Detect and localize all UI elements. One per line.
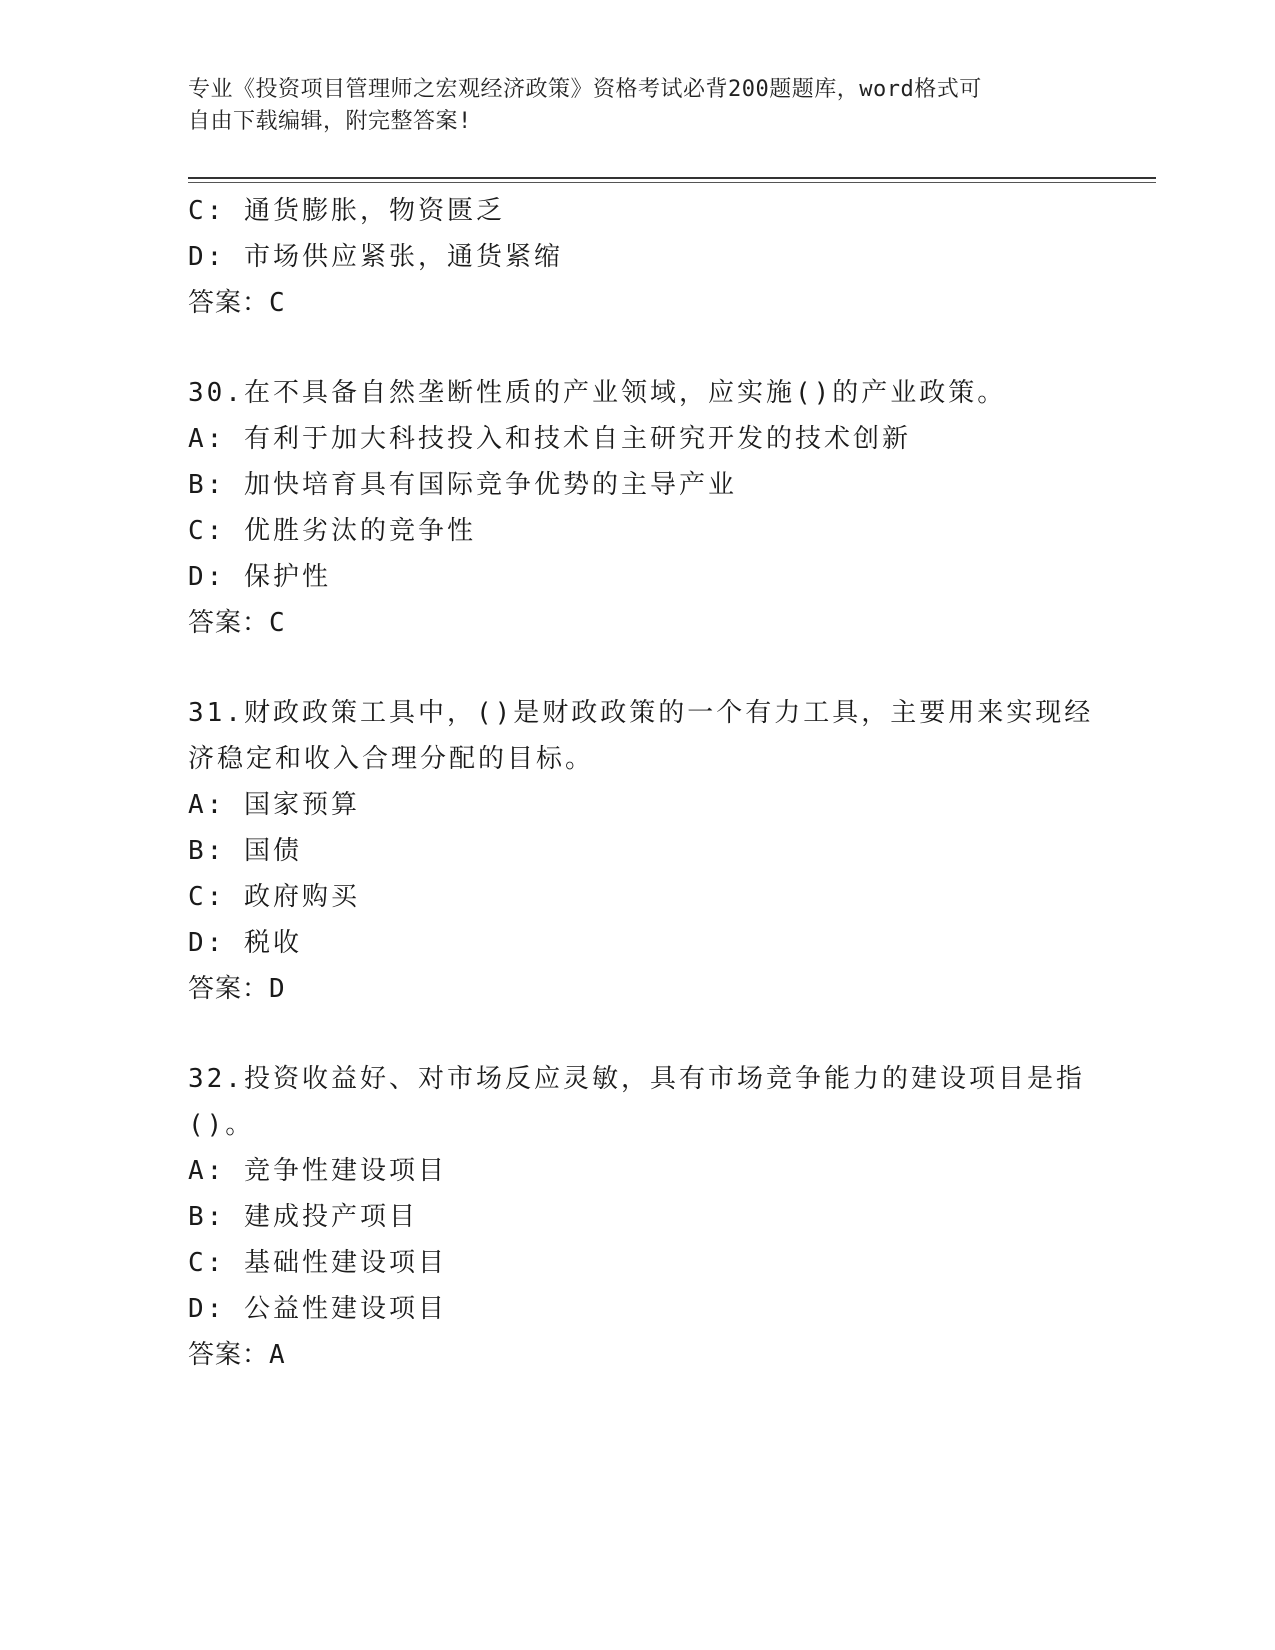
header-line-2: 自由下载编辑，附完整答案!: [188, 109, 472, 134]
answer: 答案：C: [188, 608, 286, 638]
answer: 答案：A: [188, 1340, 286, 1370]
header-divider-thick: [188, 177, 1156, 179]
question-stem-line-2: 济稳定和收入合理分配的目标。: [188, 744, 595, 774]
question-carryover: [188, 188, 1088, 326]
spacer: [188, 646, 1088, 690]
document-header: [188, 74, 1088, 138]
option-d: D: 税收: [188, 928, 302, 958]
question-stem-line-1: 32.投资收益好、对市场反应灵敏，具有市场竞争能力的建设项目是指: [188, 1064, 1085, 1094]
spacer: [188, 326, 1088, 370]
option-b: B: 建成投产项目: [188, 1202, 418, 1232]
question-31: [188, 690, 1094, 1012]
option-a: A: 国家预算: [188, 790, 360, 820]
option-c: C: 政府购买: [188, 882, 360, 912]
option-c: C: 通货膨胀，物资匮乏: [188, 196, 505, 226]
answer: 答案：C: [188, 288, 286, 318]
option-a: A: 竞争性建设项目: [188, 1156, 447, 1186]
header-line-1: 专业《投资项目管理师之宏观经济政策》资格考试必背200题题库，word格式可: [188, 77, 982, 102]
option-d: D: 保护性: [188, 562, 331, 592]
option-b: B: 加快培育具有国际竞争优势的主导产业: [188, 470, 737, 500]
question-stem: 30.在不具备自然垄断性质的产业领域，应实施()的产业政策。: [188, 378, 1007, 408]
option-c: C: 基础性建设项目: [188, 1248, 447, 1278]
question-stem-line-1: 31.财政政策工具中，()是财政政策的一个有力工具，主要用来实现经: [188, 698, 1094, 728]
question-30: [188, 370, 1088, 646]
option-a: A: 有利于加大科技投入和技术自主研究开发的技术创新: [188, 424, 911, 454]
question-stem-line-2: ()。: [188, 1110, 255, 1140]
option-b: B: 国债: [188, 836, 302, 866]
answer: 答案：D: [188, 974, 286, 1004]
option-c: C: 优胜劣汰的竞争性: [188, 516, 476, 546]
spacer: [188, 1012, 1088, 1056]
question-content: [188, 188, 1094, 1378]
question-32: [188, 1056, 1088, 1378]
option-d: D: 市场供应紧张，通货紧缩: [188, 242, 563, 272]
option-d: D: 公益性建设项目: [188, 1294, 447, 1324]
header-divider-thin: [188, 182, 1156, 183]
